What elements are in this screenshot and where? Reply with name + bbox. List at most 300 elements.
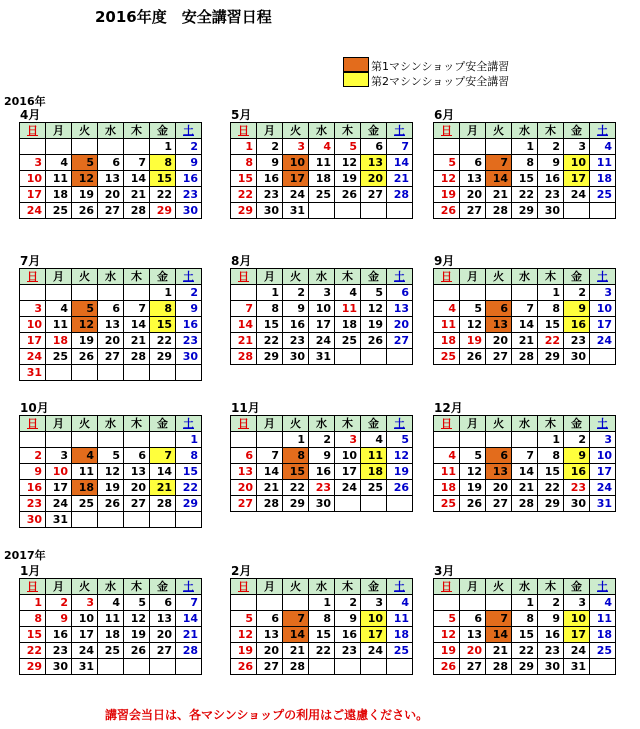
day-cell: 13 (460, 171, 486, 187)
day-cell: 16 (257, 171, 283, 187)
weekday-header: 月 (46, 123, 72, 139)
day-cell: 27 (387, 333, 413, 349)
day-cell: 2 (257, 139, 283, 155)
weekday-header: 水 (98, 123, 124, 139)
legend-swatch-shop1 (343, 57, 369, 72)
day-cell: 11 (387, 611, 413, 627)
day-cell: 31 (283, 203, 309, 219)
day-cell: 24 (590, 480, 616, 496)
day-cell: 12 (434, 171, 460, 187)
day-cell: 21 (387, 171, 413, 187)
day-cell: 5 (434, 155, 460, 171)
day-cell: 20 (486, 333, 512, 349)
day-cell: 2 (176, 139, 202, 155)
weekday-header: 金 (361, 579, 387, 595)
day-cell: 24 (564, 187, 590, 203)
day-cell: 5 (124, 595, 150, 611)
day-cell: 2 (46, 595, 72, 611)
day-cell: 19 (434, 187, 460, 203)
day-cell: 13 (460, 627, 486, 643)
empty-cell (72, 365, 98, 381)
day-cell: 22 (512, 643, 538, 659)
empty-cell (176, 365, 202, 381)
weekday-header: 日 (434, 579, 460, 595)
day-cell: 8 (283, 448, 309, 464)
day-cell: 3 (564, 595, 590, 611)
weekday-header: 日 (20, 416, 46, 432)
empty-cell (434, 595, 460, 611)
day-cell: 19 (231, 643, 257, 659)
day-cell: 20 (460, 187, 486, 203)
day-cell: 3 (20, 301, 46, 317)
day-cell: 25 (387, 643, 413, 659)
day-cell: 14 (486, 171, 512, 187)
day-cell: 12 (460, 464, 486, 480)
month-label: 10月 (20, 401, 49, 415)
empty-cell (20, 285, 46, 301)
empty-cell (72, 139, 98, 155)
weekday-header: 土 (590, 579, 616, 595)
day-cell: 14 (486, 627, 512, 643)
day-cell: 31 (20, 365, 46, 381)
legend-item-shop2 (343, 72, 513, 87)
month-label: 12月 (434, 401, 463, 415)
day-cell: 22 (512, 187, 538, 203)
day-cell: 15 (283, 464, 309, 480)
day-cell: 1 (257, 285, 283, 301)
weekday-header: 金 (361, 123, 387, 139)
day-cell: 9 (176, 301, 202, 317)
weekday-header: 火 (486, 269, 512, 285)
empty-cell (486, 139, 512, 155)
day-cell: 21 (124, 187, 150, 203)
day-cell: 20 (231, 480, 257, 496)
day-cell: 17 (590, 317, 616, 333)
day-cell: 17 (46, 480, 72, 496)
weekday-header: 火 (283, 579, 309, 595)
month-label: 8月 (231, 254, 252, 268)
empty-cell (98, 365, 124, 381)
day-cell: 5 (460, 301, 486, 317)
day-cell: 23 (176, 187, 202, 203)
day-cell: 13 (150, 611, 176, 627)
empty-cell (335, 496, 361, 512)
day-cell: 7 (257, 448, 283, 464)
day-cell: 12 (335, 155, 361, 171)
empty-cell (460, 285, 486, 301)
day-cell: 15 (176, 464, 202, 480)
day-cell: 30 (20, 512, 46, 528)
day-cell: 26 (387, 480, 413, 496)
day-cell: 8 (309, 611, 335, 627)
weekday-header: 月 (257, 579, 283, 595)
day-cell: 26 (434, 659, 460, 675)
day-cell: 14 (231, 317, 257, 333)
day-cell: 19 (124, 627, 150, 643)
day-cell: 29 (538, 496, 564, 512)
day-cell: 10 (361, 611, 387, 627)
day-cell: 11 (46, 171, 72, 187)
empty-cell (486, 595, 512, 611)
weekday-header: 水 (309, 123, 335, 139)
day-cell: 24 (335, 480, 361, 496)
day-cell: 26 (460, 349, 486, 365)
empty-cell (150, 365, 176, 381)
weekday-header: 月 (46, 579, 72, 595)
weekday-header: 木 (538, 416, 564, 432)
day-cell: 20 (361, 171, 387, 187)
day-cell: 13 (486, 317, 512, 333)
day-cell: 14 (124, 171, 150, 187)
day-cell: 10 (335, 448, 361, 464)
day-cell: 7 (486, 155, 512, 171)
day-cell: 8 (512, 155, 538, 171)
day-cell: 22 (283, 480, 309, 496)
weekday-header: 月 (460, 416, 486, 432)
empty-cell (124, 365, 150, 381)
empty-cell (387, 349, 413, 365)
weekday-header: 月 (46, 416, 72, 432)
empty-cell (486, 432, 512, 448)
day-cell: 10 (590, 301, 616, 317)
empty-cell (361, 203, 387, 219)
day-cell: 1 (512, 595, 538, 611)
day-cell: 31 (590, 496, 616, 512)
day-cell: 6 (387, 285, 413, 301)
day-cell: 23 (538, 187, 564, 203)
weekday-header: 火 (72, 579, 98, 595)
year-label-2016: 2016年 (4, 95, 46, 108)
day-cell: 18 (590, 627, 616, 643)
day-cell: 10 (590, 448, 616, 464)
weekday-header: 木 (538, 579, 564, 595)
day-cell: 10 (309, 301, 335, 317)
empty-cell (486, 285, 512, 301)
day-cell: 8 (512, 611, 538, 627)
weekday-header: 水 (309, 579, 335, 595)
day-cell: 16 (176, 317, 202, 333)
day-cell: 18 (590, 171, 616, 187)
day-cell: 16 (309, 464, 335, 480)
day-cell: 21 (486, 187, 512, 203)
day-cell: 24 (309, 333, 335, 349)
empty-cell (460, 595, 486, 611)
month-label: 1月 (20, 564, 41, 578)
day-cell: 18 (98, 627, 124, 643)
day-cell: 22 (257, 333, 283, 349)
weekday-header: 金 (150, 416, 176, 432)
day-cell: 25 (434, 349, 460, 365)
weekday-header: 月 (257, 269, 283, 285)
day-cell: 15 (150, 317, 176, 333)
weekday-header: 土 (387, 269, 413, 285)
day-cell: 27 (257, 659, 283, 675)
day-cell: 17 (564, 627, 590, 643)
day-cell: 16 (564, 317, 590, 333)
day-cell: 14 (176, 611, 202, 627)
weekday-header: 日 (20, 123, 46, 139)
day-cell: 21 (231, 333, 257, 349)
empty-cell (434, 285, 460, 301)
day-cell: 13 (257, 627, 283, 643)
day-cell: 28 (257, 496, 283, 512)
day-cell: 28 (124, 203, 150, 219)
day-cell: 10 (564, 611, 590, 627)
day-cell: 3 (309, 285, 335, 301)
day-cell: 3 (46, 448, 72, 464)
day-cell: 18 (387, 627, 413, 643)
day-cell: 31 (564, 659, 590, 675)
day-cell: 28 (283, 659, 309, 675)
day-cell: 30 (538, 659, 564, 675)
day-cell: 28 (387, 187, 413, 203)
day-cell: 21 (486, 643, 512, 659)
weekday-header: 日 (20, 579, 46, 595)
empty-cell (176, 659, 202, 675)
weekday-header: 月 (46, 269, 72, 285)
day-cell: 14 (124, 317, 150, 333)
day-cell: 30 (176, 203, 202, 219)
day-cell: 19 (361, 317, 387, 333)
weekday-header: 土 (387, 579, 413, 595)
month-calendar (19, 122, 202, 219)
day-cell: 17 (309, 317, 335, 333)
day-cell: 22 (176, 480, 202, 496)
day-cell: 23 (283, 333, 309, 349)
weekday-header: 月 (257, 123, 283, 139)
day-cell: 1 (150, 139, 176, 155)
day-cell: 14 (512, 464, 538, 480)
weekday-header: 日 (231, 269, 257, 285)
day-cell: 31 (72, 659, 98, 675)
day-cell: 14 (257, 464, 283, 480)
weekday-header: 木 (335, 416, 361, 432)
day-cell: 20 (98, 333, 124, 349)
day-cell: 31 (309, 349, 335, 365)
day-cell: 21 (176, 627, 202, 643)
weekday-header: 月 (257, 416, 283, 432)
day-cell: 7 (150, 448, 176, 464)
day-cell: 4 (46, 301, 72, 317)
empty-cell (257, 595, 283, 611)
empty-cell (361, 496, 387, 512)
day-cell: 5 (98, 448, 124, 464)
day-cell: 13 (486, 464, 512, 480)
day-cell: 9 (20, 464, 46, 480)
day-cell: 29 (283, 496, 309, 512)
weekday-header: 火 (283, 123, 309, 139)
day-cell: 30 (309, 496, 335, 512)
day-cell: 25 (590, 643, 616, 659)
day-cell: 13 (98, 317, 124, 333)
weekday-header: 金 (564, 123, 590, 139)
day-cell: 29 (150, 203, 176, 219)
month-calendar (19, 415, 202, 528)
day-cell: 20 (257, 643, 283, 659)
day-cell: 5 (387, 432, 413, 448)
day-cell: 6 (124, 448, 150, 464)
empty-cell (434, 139, 460, 155)
day-cell: 3 (361, 595, 387, 611)
weekday-header: 土 (590, 269, 616, 285)
day-cell: 5 (460, 448, 486, 464)
empty-cell (98, 659, 124, 675)
day-cell: 24 (283, 187, 309, 203)
weekday-header: 土 (387, 123, 413, 139)
empty-cell (231, 285, 257, 301)
day-cell: 12 (231, 627, 257, 643)
day-cell: 22 (150, 187, 176, 203)
day-cell: 7 (124, 155, 150, 171)
day-cell: 16 (538, 171, 564, 187)
day-cell: 16 (335, 627, 361, 643)
weekday-header: 水 (512, 123, 538, 139)
day-cell: 10 (72, 611, 98, 627)
day-cell: 16 (564, 464, 590, 480)
day-cell: 2 (283, 285, 309, 301)
day-cell: 28 (486, 659, 512, 675)
weekday-header: 火 (72, 123, 98, 139)
day-cell: 8 (257, 301, 283, 317)
day-cell: 28 (231, 349, 257, 365)
day-cell: 27 (150, 643, 176, 659)
day-cell: 25 (98, 643, 124, 659)
day-cell: 6 (150, 595, 176, 611)
empty-cell (460, 139, 486, 155)
month-label: 5月 (231, 108, 252, 122)
empty-cell (150, 432, 176, 448)
day-cell: 30 (257, 203, 283, 219)
weekday-header: 水 (309, 269, 335, 285)
weekday-header: 土 (176, 123, 202, 139)
day-cell: 1 (231, 139, 257, 155)
day-cell: 11 (46, 317, 72, 333)
weekday-header: 月 (460, 269, 486, 285)
weekday-header: 金 (564, 269, 590, 285)
weekday-header: 土 (176, 269, 202, 285)
day-cell: 27 (361, 187, 387, 203)
day-cell: 11 (98, 611, 124, 627)
day-cell: 2 (335, 595, 361, 611)
day-cell: 28 (512, 496, 538, 512)
day-cell: 27 (231, 496, 257, 512)
day-cell: 17 (564, 171, 590, 187)
day-cell: 17 (361, 627, 387, 643)
day-cell: 5 (361, 285, 387, 301)
day-cell: 8 (176, 448, 202, 464)
day-cell: 11 (335, 301, 361, 317)
empty-cell (231, 595, 257, 611)
day-cell: 10 (564, 155, 590, 171)
day-cell: 2 (176, 285, 202, 301)
empty-cell (124, 512, 150, 528)
weekday-header: 月 (460, 123, 486, 139)
day-cell: 4 (361, 432, 387, 448)
day-cell: 30 (176, 349, 202, 365)
day-cell: 25 (46, 349, 72, 365)
day-cell: 22 (309, 643, 335, 659)
day-cell: 17 (20, 333, 46, 349)
empty-cell (512, 285, 538, 301)
day-cell: 8 (20, 611, 46, 627)
day-cell: 11 (434, 464, 460, 480)
day-cell: 14 (387, 155, 413, 171)
weekday-header: 水 (512, 416, 538, 432)
day-cell: 1 (283, 432, 309, 448)
weekday-header: 土 (176, 579, 202, 595)
day-cell: 3 (335, 432, 361, 448)
day-cell: 1 (150, 285, 176, 301)
month-calendar (230, 122, 413, 219)
weekday-header: 木 (124, 269, 150, 285)
empty-cell (309, 659, 335, 675)
weekday-header: 土 (590, 416, 616, 432)
empty-cell (257, 432, 283, 448)
empty-cell (20, 139, 46, 155)
empty-cell (335, 659, 361, 675)
day-cell: 7 (124, 301, 150, 317)
day-cell: 12 (72, 171, 98, 187)
day-cell: 24 (20, 349, 46, 365)
day-cell: 25 (72, 496, 98, 512)
day-cell: 4 (46, 155, 72, 171)
legend-label-shop1: 第1マシンショップ安全講習 (371, 60, 510, 73)
day-cell: 23 (20, 496, 46, 512)
day-cell: 26 (361, 333, 387, 349)
empty-cell (20, 432, 46, 448)
month-label: 7月 (20, 254, 41, 268)
day-cell: 1 (20, 595, 46, 611)
year-label-2017: 2017年 (4, 549, 46, 562)
month-label: 4月 (20, 108, 41, 122)
day-cell: 24 (361, 643, 387, 659)
day-cell: 15 (512, 627, 538, 643)
day-cell: 18 (46, 187, 72, 203)
day-cell: 16 (538, 627, 564, 643)
day-cell: 27 (486, 349, 512, 365)
day-cell: 4 (98, 595, 124, 611)
empty-cell (387, 659, 413, 675)
empty-cell (124, 285, 150, 301)
day-cell: 5 (72, 155, 98, 171)
day-cell: 26 (231, 659, 257, 675)
month-calendar (433, 122, 616, 219)
empty-cell (150, 659, 176, 675)
day-cell: 22 (231, 187, 257, 203)
day-cell: 21 (512, 480, 538, 496)
day-cell: 28 (486, 203, 512, 219)
day-cell: 7 (387, 139, 413, 155)
day-cell: 29 (150, 349, 176, 365)
day-cell: 28 (150, 496, 176, 512)
day-cell: 2 (538, 595, 564, 611)
weekday-header: 金 (150, 579, 176, 595)
day-cell: 3 (590, 285, 616, 301)
day-cell: 23 (309, 480, 335, 496)
empty-cell (98, 285, 124, 301)
day-cell: 15 (538, 464, 564, 480)
day-cell: 7 (231, 301, 257, 317)
day-cell: 29 (20, 659, 46, 675)
day-cell: 5 (72, 301, 98, 317)
day-cell: 24 (564, 643, 590, 659)
day-cell: 22 (538, 333, 564, 349)
empty-cell (46, 432, 72, 448)
day-cell: 14 (150, 464, 176, 480)
day-cell: 4 (590, 595, 616, 611)
month-calendar (19, 578, 202, 675)
day-cell: 21 (257, 480, 283, 496)
